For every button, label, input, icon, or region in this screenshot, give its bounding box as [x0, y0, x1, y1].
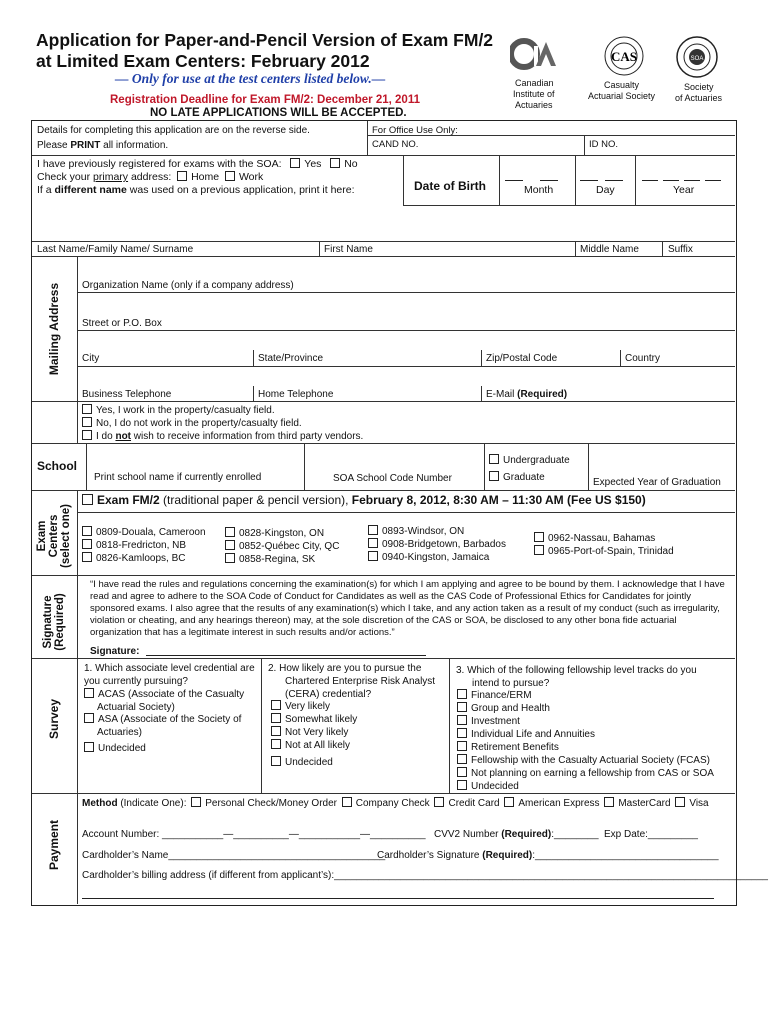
dob-year-input[interactable]: [642, 180, 658, 181]
cas-label-2: Actuarial Society: [588, 91, 656, 101]
dob-day-label: Day: [596, 184, 615, 196]
cia-label-3: Actuaries: [515, 100, 553, 110]
center-0809[interactable]: 0809-Douala, Cameroon: [82, 526, 206, 539]
svg-text:SOA: SOA: [690, 56, 704, 62]
center-0908[interactable]: 0908-Bridgetown, Barbados: [368, 538, 506, 551]
different-name-row: If a different name was used on a previous application, print it here:: [37, 184, 355, 196]
pc-yes-option: Yes, I work in the property/casualty field.: [82, 404, 275, 417]
cia-label-2: Institute of: [513, 89, 555, 99]
vendor-opt-out-checkbox[interactable]: [82, 430, 92, 440]
account-number-field[interactable]: Account Number: ___________—__________—___________—__________: [82, 829, 426, 840]
registration-deadline: Registration Deadline for Exam FM/2: December 21, 2011: [110, 94, 420, 106]
q3-fcas[interactable]: Fellowship with the Casualty Actuarial Society (FCAS): [457, 754, 710, 767]
cardholder-name-field[interactable]: Cardholder’s Name_______________________________________: [82, 850, 386, 861]
business-telephone-label: Business Telephone: [82, 389, 172, 400]
form-title: Application for Paper-and-Pencil Version of Exam FM/2: [36, 30, 494, 50]
no-late-notice: NO LATE APPLICATIONS WILL BE ACCEPTED.: [150, 107, 407, 119]
undergraduate-option: Undergraduate: [489, 454, 570, 467]
form-title-line2: at Limited Exam Centers: February 2012: [36, 51, 370, 71]
id-no-label: ID NO.: [589, 139, 619, 150]
dob-day-input[interactable]: [580, 180, 598, 181]
q2-somewhat-likely[interactable]: Somewhat likely: [271, 713, 357, 726]
school-name-label: Print school name if currently enrolled: [94, 472, 262, 483]
q2-undecided[interactable]: Undecided: [271, 756, 333, 769]
survey-q2-line3: (CERA) credential?: [285, 689, 372, 700]
signature-input[interactable]: [146, 655, 426, 656]
pay-amex-checkbox[interactable]: [504, 797, 514, 807]
signature-field-label: Signature:: [90, 646, 140, 657]
zip-label: Zip/Postal Code: [486, 353, 558, 364]
center-0818[interactable]: 0818-Fredricton, NB: [82, 539, 186, 552]
soa-label-1: Society: [684, 82, 714, 92]
center-0826[interactable]: 0826-Kamloops, BC: [82, 552, 186, 565]
billing-address-line2[interactable]: [82, 898, 714, 899]
last-name-label: Last Name/Family Name/ Surname: [37, 244, 194, 255]
center-0893[interactable]: 0893-Windsor, ON: [368, 525, 464, 538]
q2-very-likely[interactable]: Very likely: [271, 700, 330, 713]
undergraduate-checkbox[interactable]: [489, 454, 499, 464]
print-note: Please PRINT all information.: [37, 140, 169, 151]
q3-life-annuities[interactable]: Individual Life and Annuities: [457, 728, 595, 741]
cardholder-signature-field[interactable]: Cardholder’s Signature (Required):_________________________________: [377, 850, 719, 861]
exp-date-field[interactable]: Exp Date:_________: [604, 829, 698, 840]
center-0962[interactable]: 0962-Nassau, Bahamas: [534, 532, 655, 545]
q1-undecided[interactable]: Undecided: [84, 742, 146, 755]
center-0965[interactable]: 0965-Port-of-Spain, Trinidad: [534, 545, 674, 558]
pay-visa-checkbox[interactable]: [675, 797, 685, 807]
form-frame: [31, 120, 737, 906]
graduation-year-label: Expected Year of Graduation: [593, 477, 721, 488]
state-label: State/Province: [258, 353, 324, 364]
pc-no-checkbox[interactable]: [82, 417, 92, 427]
billing-address-field[interactable]: Cardholder’s billing address (if different from applicant’s):______________________________________________________________________________: [82, 870, 768, 881]
tagline: — Only for use at the test centers listed below.—: [115, 71, 386, 86]
school-code-label: SOA School Code Number: [333, 473, 452, 484]
q1-acas-line2: Actuarial Society): [97, 702, 175, 713]
q1-asa[interactable]: ASA (Associate of the Society of: [84, 713, 241, 726]
q3-undecided[interactable]: Undecided: [457, 780, 519, 793]
q3-not-planning[interactable]: Not planning on earning a fellowship from CAS or SOA: [457, 767, 714, 780]
country-label: Country: [625, 353, 661, 364]
q3-investment[interactable]: Investment: [457, 715, 520, 728]
pay-company-check-checkbox[interactable]: [342, 797, 352, 807]
cvv-field[interactable]: CVV2 Number (Required):________: [434, 829, 599, 840]
q1-acas[interactable]: ACAS (Associate of the Casualty: [84, 688, 244, 701]
cas-logo: [604, 36, 644, 76]
graduate-checkbox[interactable]: [489, 471, 499, 481]
payment-label: Payment: [47, 819, 61, 871]
primary-home-checkbox[interactable]: [177, 171, 187, 181]
exam-centers-label: Exam Centers (select one): [36, 504, 72, 568]
pay-credit-card-checkbox[interactable]: [434, 797, 444, 807]
soa-label-2: of Actuaries: [675, 93, 723, 103]
cia-label-1: Canadian: [515, 78, 554, 88]
survey-q2-line2: Chartered Enterprise Risk Analyst: [285, 676, 436, 687]
survey-q3-line2: intend to pursue?: [472, 678, 550, 689]
vendor-opt-out-option: I do not wish to receive information from third party vendors.: [82, 430, 363, 443]
q2-not-at-all-likely[interactable]: Not at All likely: [271, 739, 350, 752]
survey-q1: 1. Which associate level credential are: [84, 663, 255, 674]
center-0940[interactable]: 0940-Kingston, Jamaica: [368, 551, 489, 564]
prev-reg-yes-checkbox[interactable]: [290, 158, 300, 168]
middle-name-label: Middle Name: [580, 244, 639, 255]
email-label: E-Mail (Required): [486, 389, 568, 400]
pc-no-option: No, I do not work in the property/casualty field.: [82, 417, 302, 430]
q2-not-very-likely[interactable]: Not Very likely: [271, 726, 348, 739]
mailing-address-label: Mailing Address: [47, 282, 61, 376]
suffix-label: Suffix: [668, 244, 693, 255]
prev-reg-no-checkbox[interactable]: [330, 158, 340, 168]
center-0852[interactable]: 0852-Québec City, QC: [225, 540, 339, 553]
primary-address-row: Check your primary address: Home Work: [37, 171, 264, 183]
center-0828[interactable]: 0828-Kingston, ON: [225, 527, 324, 540]
exam-fm2-option: Exam FM/2 (traditional paper & pencil version), February 8, 2012, 8:30 AM – 11:30 AM (Fee US $150): [82, 493, 646, 508]
q3-retirement[interactable]: Retirement Benefits: [457, 741, 559, 754]
q1-asa-line2: Actuaries): [97, 727, 143, 738]
exam-fm2-checkbox[interactable]: [82, 494, 93, 505]
school-label: School: [37, 459, 78, 473]
organization-label: Organization Name (only if a company address): [82, 280, 294, 291]
dob-year-label: Year: [673, 184, 695, 196]
pay-personal-check-checkbox[interactable]: [191, 797, 201, 807]
date-of-birth-label: Date of Birth: [414, 179, 486, 193]
pc-yes-checkbox[interactable]: [82, 404, 92, 414]
soa-logo: [676, 36, 718, 78]
pay-mastercard-checkbox[interactable]: [604, 797, 614, 807]
svg-text:CAS: CAS: [610, 49, 638, 64]
survey-q3: 3. Which of the following fellowship level tracks do you: [456, 665, 697, 676]
dob-month-input[interactable]: [505, 180, 523, 181]
signature-label: Signature (Required): [42, 593, 66, 651]
office-use-label: For Office Use Only:: [372, 125, 458, 136]
dob-month-label: Month: [524, 184, 554, 196]
cia-logo: [510, 36, 556, 72]
home-telephone-label: Home Telephone: [258, 389, 334, 400]
survey-q1-line2: you currently pursuing?: [84, 676, 188, 687]
cas-label-1: Casualty: [604, 80, 640, 90]
q3-group-health[interactable]: Group and Health: [457, 702, 550, 715]
primary-work-checkbox[interactable]: [225, 171, 235, 181]
survey-label: Survey: [47, 698, 61, 740]
city-label: City: [82, 353, 100, 364]
q3-finance-erm[interactable]: Finance/ERM: [457, 689, 532, 702]
survey-q2: 2. How likely are you to pursue the: [268, 663, 422, 674]
street-label: Street or P.O. Box: [82, 318, 162, 329]
cand-no-label: CAND NO.: [372, 139, 419, 150]
graduate-option: Graduate: [489, 471, 545, 484]
previous-registration: I have previously registered for exams with the SOA: Yes No: [37, 158, 358, 170]
first-name-label: First Name: [324, 244, 373, 255]
attestation-text: “I have read the rules and regulations concerning the examination(s) for which I am applying and agree to be bound by them. I acknowledge that I have read and agree to adhere to the SOA Code of Conduct for Candidates as well as the CAS Code of Professional Ethics for Candidates for jointly sponsored exams. I also agree that the results of any examination(s) which I take, and any action taken as a result of my conduct (such as irregularity, violation or cheating, and any hearings thereon) may, at the sole discretion of the CAS or SOA, be disclosed to any other bona fide actuarial organization that has a legitimate interest in such results and/or actions.”: [90, 579, 725, 638]
center-0858[interactable]: 0858-Regina, SK: [225, 553, 315, 566]
details-note: Details for completing this application are on the reverse side.: [37, 125, 310, 136]
payment-method-row: Method (Indicate One): Personal Check/Money Order Company Check Credit Card American Express MasterCard Visa: [82, 798, 709, 809]
